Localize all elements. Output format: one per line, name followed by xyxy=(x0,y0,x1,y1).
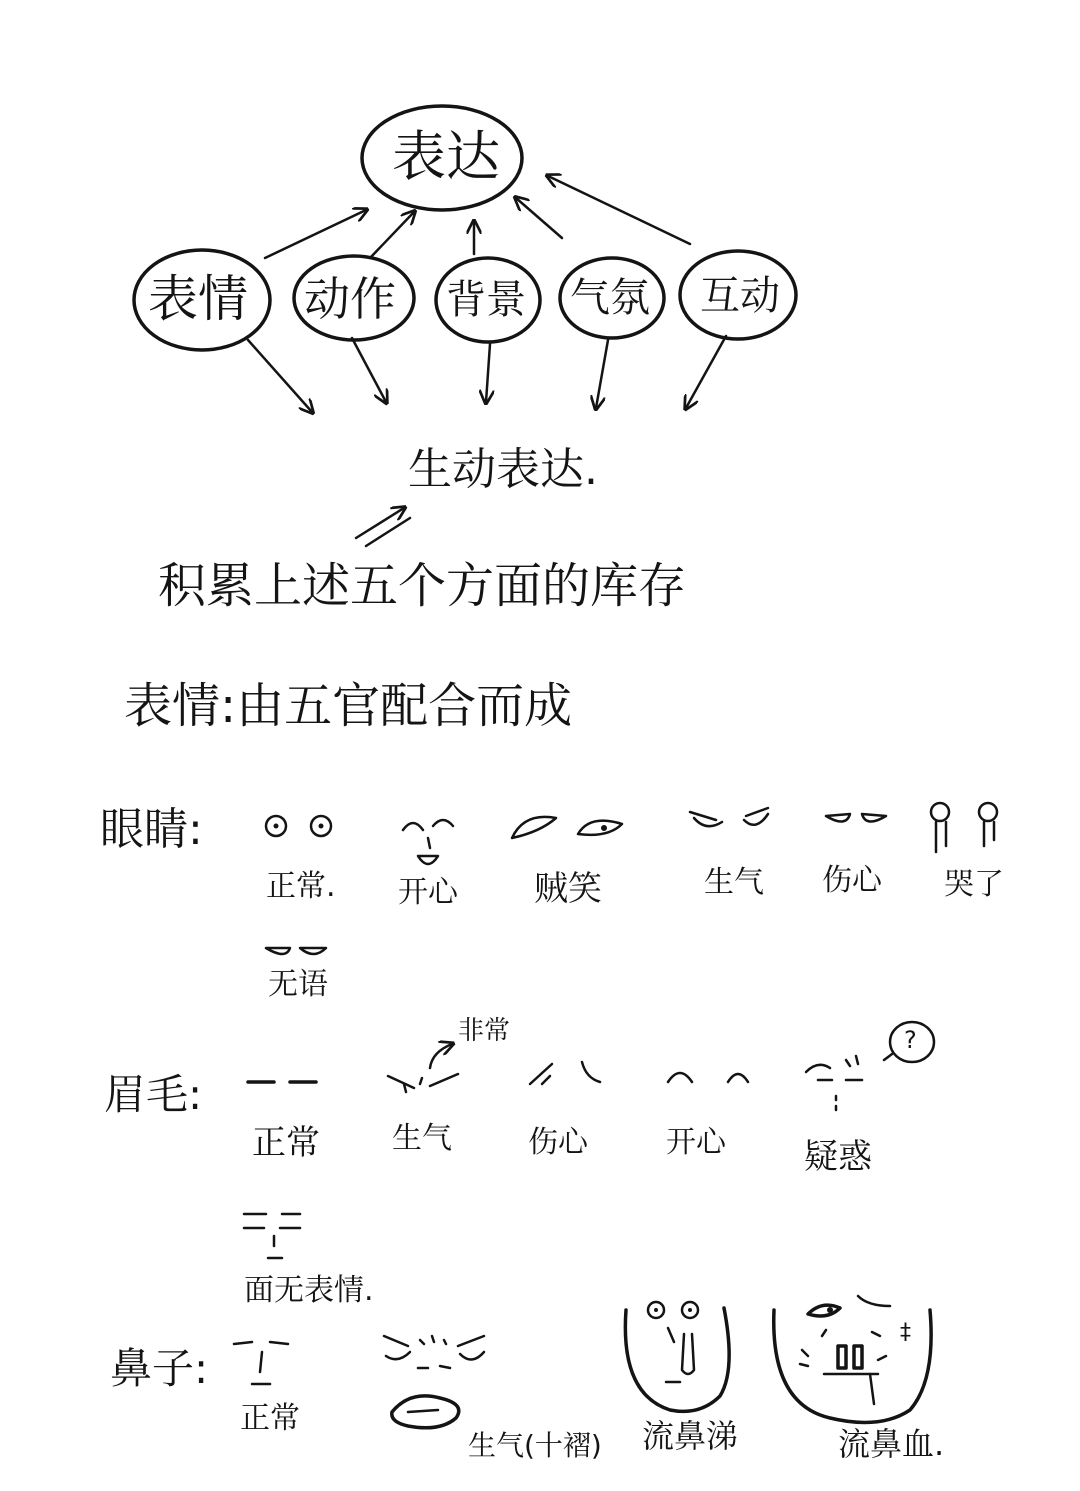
brows-sad-drawing xyxy=(530,1062,600,1084)
nose-bleed-face-drawing xyxy=(774,1296,931,1423)
eyes-item-angry: 生气 xyxy=(704,865,764,900)
branch-label-expression: 表情 xyxy=(148,270,248,328)
arrow-expression-to-result xyxy=(248,340,312,412)
eyes-item-happy: 开心 xyxy=(398,875,458,910)
nose-item-snot: 流鼻涕 xyxy=(642,1417,739,1455)
brows-happy-drawing xyxy=(668,1073,748,1082)
eyebrows-item-normal: 正常 xyxy=(252,1123,320,1163)
branch-label-action: 动作 xyxy=(304,272,396,326)
branch-label-atmosphere: 气氛 xyxy=(570,275,650,321)
eyes-item-normal: 正常. xyxy=(266,869,336,904)
eyes-happy-drawing xyxy=(403,820,453,864)
eyes-angry-drawing xyxy=(690,808,768,826)
nose-item-bleed: 流鼻血. xyxy=(838,1425,945,1463)
branch-label-interaction: 互动 xyxy=(700,273,780,319)
eyes-item-sly: 贼笑 xyxy=(534,869,602,909)
arrow-atmosphere-to-center xyxy=(516,198,562,238)
arrow-note-to-result-b xyxy=(366,518,410,546)
eyebrows-item-happy: 开心 xyxy=(666,1125,726,1160)
eyes-normal-drawing xyxy=(266,816,331,836)
nose-item-normal: 正常 xyxy=(240,1401,300,1436)
eyebrows-item-sad: 伤心 xyxy=(528,1125,588,1160)
arrow-note-to-result-a xyxy=(356,508,404,538)
eyebrows-row-label: 眉毛: xyxy=(104,1070,203,1119)
eyebrows-annotation: 非常 xyxy=(458,1016,511,1046)
eyes-crying-drawing xyxy=(931,803,997,852)
arrow-action-to-center xyxy=(370,212,414,258)
eyebrows-item-angry: 生气 xyxy=(392,1121,452,1156)
nose-angry-drawing xyxy=(384,1336,484,1428)
eyebrows-blank-face-label: 面无表情. xyxy=(244,1273,374,1308)
eyes-item-speechless: 无语 xyxy=(268,967,328,1002)
eyebrows-item-confused: 疑惑 xyxy=(804,1137,872,1177)
eyes-sad-drawing xyxy=(826,814,886,822)
brows-blank-face-drawing xyxy=(244,1214,300,1258)
arrow-expression-to-center xyxy=(265,210,366,258)
eyebrows-question-mark: ? xyxy=(904,1026,917,1054)
arrow-interaction-to-center xyxy=(548,176,690,244)
nose-bleed-sign: ‡ xyxy=(900,1320,911,1345)
brows-angry-drawing xyxy=(388,1044,458,1092)
branch-label-background: 背景 xyxy=(446,277,526,323)
nose-normal-drawing xyxy=(234,1342,288,1384)
eyes-sly-drawing xyxy=(512,817,622,838)
center-node-label: 表达 xyxy=(392,125,500,188)
nose-row-label: 鼻子: xyxy=(110,1344,209,1393)
nose-snot-face-drawing xyxy=(625,1302,729,1411)
eyes-speechless-drawing xyxy=(266,948,326,954)
eyes-item-sad: 伤心 xyxy=(822,863,882,898)
arrow-background-to-result xyxy=(486,344,490,402)
eyes-row-label: 眼睛: xyxy=(100,804,203,855)
arrow-interaction-to-result xyxy=(686,336,726,408)
note-label: 积累上述五个方面的库存 xyxy=(158,558,687,614)
nose-item-angry: 生气(十褶) xyxy=(468,1429,602,1462)
arrow-atmosphere-to-result xyxy=(596,340,608,408)
eyes-item-crying: 哭了 xyxy=(944,867,1004,902)
result-label: 生动表达. xyxy=(408,444,598,495)
expression-heading: 表情:由五官配合而成 xyxy=(124,678,573,734)
arrow-action-to-result xyxy=(352,338,386,402)
